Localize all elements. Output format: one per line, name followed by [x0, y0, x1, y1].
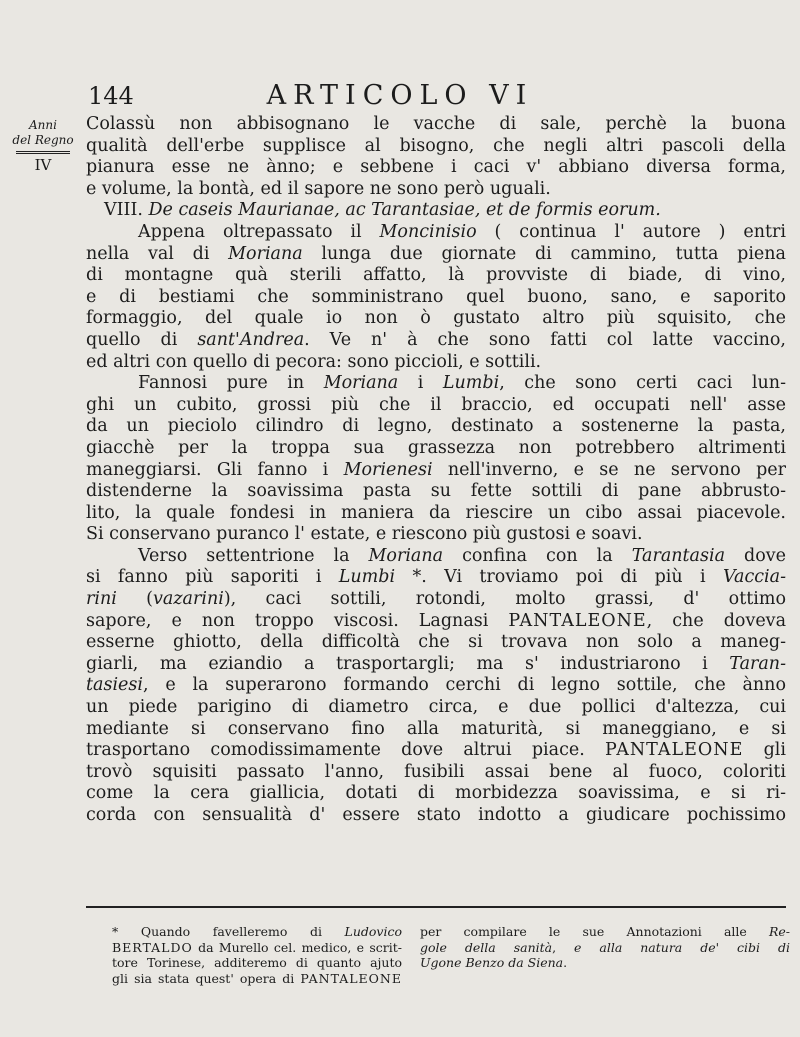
text-line	[86, 308, 786, 330]
text-run: PANTALEONE	[508, 610, 647, 631]
text-run: * Quando favelleremo di	[112, 924, 345, 939]
text-line	[86, 416, 786, 438]
footnote-line	[112, 955, 402, 971]
text-run: Moncinisio	[379, 221, 477, 242]
text-run: esserne ghiotto, della difficoltà che si trovava non solo a maneg-	[86, 632, 786, 653]
text-run: BERTALDO	[112, 939, 193, 955]
text-run: De caseis Maurianae, ac Tarantasiae, et de formis eorum.	[148, 200, 661, 221]
section-heading	[86, 200, 786, 222]
text-run: (	[116, 589, 154, 610]
text-line	[86, 438, 786, 460]
text-run: ,	[552, 939, 575, 955]
margin-divider	[16, 151, 70, 154]
text-run: e alla natura de' cibi di	[574, 939, 790, 955]
text-run: tasiesi	[86, 675, 143, 696]
text-run: Appena oltrepassato il	[138, 221, 380, 242]
text-run: per compilare le sue Annotazioni alle	[420, 924, 769, 939]
text-run: Moriana	[228, 243, 303, 264]
text-run: trasportano comodissimamente dove altrui piace.	[86, 740, 606, 761]
text-line	[86, 697, 786, 719]
footnote-left-column	[112, 924, 402, 986]
text-line	[86, 611, 786, 633]
footnote-line	[420, 924, 790, 940]
text-run: Moriana	[368, 545, 444, 566]
text-line	[86, 265, 786, 287]
text-line	[86, 740, 786, 762]
text-run: maneggiarsi. Gli fanno i	[86, 459, 344, 480]
text-run: , e la superarono formando cerchi di legno sottile, che ànno	[142, 675, 786, 696]
text-line	[86, 524, 786, 546]
text-run: quello di	[86, 329, 198, 350]
text-run: lunga due giornate di cammino, tutta piena	[302, 243, 786, 264]
text-line	[86, 114, 786, 136]
text-line	[86, 481, 786, 503]
footnote-divider	[86, 906, 786, 908]
text-run: pianura esse ne ànno; e sebbene i caci v' abbiano diversa forma,	[86, 157, 786, 178]
text-run: e di bestiami che somministrano quel buono, sano, e saporito	[86, 286, 786, 307]
text-run: tore Torinese, additeremo di quanto ajuto	[112, 955, 402, 970]
text-run: dove	[725, 545, 786, 566]
text-run: Taran-	[729, 653, 786, 674]
text-run: Lumbi	[338, 567, 396, 588]
text-run: giacchè per la troppa sua grassezza non potrebbero altrimenti	[86, 437, 786, 458]
text-line	[86, 287, 786, 309]
text-run: formaggio, del quale io non ò gustato altro più squisito, che	[86, 308, 786, 329]
text-run: ghi un cubito, grossi più che il braccio, ed occupati nell' asse	[86, 394, 786, 415]
text-run: trovò squisiti passato l'anno, fusibili assai bene al fuoco, coloriti	[86, 761, 786, 782]
footnote-right-column	[420, 924, 790, 971]
footnote-line	[112, 971, 402, 987]
text-run: qualità dell'erbe supplisce al bisogno, che negli altri pascoli della	[86, 135, 786, 156]
margin-note-number: IV	[34, 156, 52, 174]
text-run: .	[563, 955, 568, 970]
text-line	[86, 719, 786, 741]
page-number: 144	[88, 82, 134, 110]
text-line	[86, 805, 786, 827]
text-run: Tarantasia	[631, 545, 725, 566]
text-line	[86, 762, 786, 784]
text-run: ed altri con quello di pecora: sono piccioli, e sottili.	[86, 351, 542, 372]
text-line	[86, 632, 786, 654]
footnote-line	[112, 940, 402, 956]
text-run: ( continua l' autore ) entri	[476, 221, 786, 242]
text-run: PANTALEONE	[605, 740, 744, 761]
text-run: gli sia stata quest' opera di	[112, 970, 301, 986]
text-run: gli	[743, 740, 786, 761]
text-run: Vaccia-	[722, 567, 786, 588]
text-run: VIII.	[104, 200, 149, 221]
text-run: PANTALEONE	[300, 970, 402, 986]
footnote-line	[420, 955, 790, 971]
margin-note	[6, 118, 80, 173]
text-line	[86, 654, 786, 676]
text-run: Si conservano puranco l' estate, e riescono più gustosi e soavi.	[86, 524, 643, 545]
text-line	[86, 783, 786, 805]
text-run: corda con sensualità d' essere stato indotto a giudicare pochissimo	[86, 805, 786, 825]
text-run: nella val di	[86, 243, 229, 264]
text-run: rini	[86, 589, 117, 610]
margin-note-label: del Regno	[12, 133, 74, 147]
text-run: confina con la	[443, 545, 632, 566]
text-line	[86, 546, 786, 568]
text-line	[86, 352, 786, 374]
text-run: nell'inverno, e se ne servono per	[432, 459, 787, 480]
text-run: Moriana	[323, 373, 399, 394]
page-title: ARTICOLO VI	[266, 80, 534, 111]
text-run: i	[398, 373, 443, 394]
text-run: Lumbi	[442, 373, 500, 394]
text-run: sant'Andrea	[197, 329, 305, 350]
text-line	[86, 222, 786, 244]
text-line	[86, 330, 786, 352]
text-run: da Murello cel. medico, e scrit-	[192, 939, 402, 955]
text-run: ), caci sottili, rotondi, molto grassi, d' ottimo	[223, 589, 787, 610]
text-run: Colassù non abbisognano le vacche di sale, perchè la buona	[86, 114, 786, 134]
text-run: si fanno più saporiti i	[86, 567, 339, 588]
text-run: Fannosi pure in	[138, 373, 324, 394]
text-run: gole della sanità	[420, 939, 553, 955]
text-line	[86, 503, 786, 525]
text-run: . Ve n' à che sono fatti col latte vaccino,	[304, 329, 786, 350]
text-run: Ludovico	[344, 924, 402, 939]
text-run: come la cera giallicia, dotati di morbidezza soavissima, e si ri-	[86, 783, 786, 804]
text-line	[86, 179, 786, 201]
footnote-line	[112, 924, 402, 940]
text-line	[86, 373, 786, 395]
text-run: Ugone Benzo da Siena	[420, 955, 564, 970]
text-line	[86, 244, 786, 266]
text-run: , che sono certi caci lun-	[499, 373, 786, 394]
text-run: un piede parigino di diametro circa, e due pollici d'altezza, cui	[86, 697, 786, 718]
text-run: giarli, ma eziandio a trasportargli; ma s' industriarono i	[86, 653, 730, 674]
text-run: Verso settentrione la	[138, 545, 369, 566]
text-run: e volume, la bontà, ed il sapore ne sono però uguali.	[86, 178, 551, 199]
text-line	[86, 136, 786, 158]
text-run: di montagne quà sterili affatto, là provviste di biade, di vino,	[86, 265, 786, 286]
margin-note-label: Anni	[29, 118, 57, 132]
text-run: sapore, e non troppo viscosi. Lagnasi	[86, 610, 509, 631]
text-line	[86, 589, 786, 611]
text-run: da un pieciolo cilindro di legno, destinato a sostenerne la pasta,	[86, 416, 786, 437]
footnote-line	[420, 940, 790, 956]
text-run: , che doveva	[646, 610, 787, 631]
text-run: Morienesi	[343, 459, 433, 480]
text-line	[86, 395, 786, 417]
text-line	[86, 567, 786, 589]
text-run: vazarini	[153, 589, 224, 610]
text-run: mediante si conservano fino alla maturità, si maneggiano, e si	[86, 718, 786, 739]
text-run: distenderne la soavissima pasta su fette sottili di pane abbrusto-	[86, 481, 786, 502]
text-run: lito, la quale fondesi in maniera da riescire un cibo assai piacevole.	[86, 502, 786, 523]
text-line	[86, 675, 786, 697]
main-text	[86, 114, 786, 827]
text-run: Re-	[768, 924, 790, 939]
text-line	[86, 460, 786, 482]
text-line	[86, 157, 786, 179]
text-run: *. Vi troviamo poi di più i	[395, 567, 723, 588]
